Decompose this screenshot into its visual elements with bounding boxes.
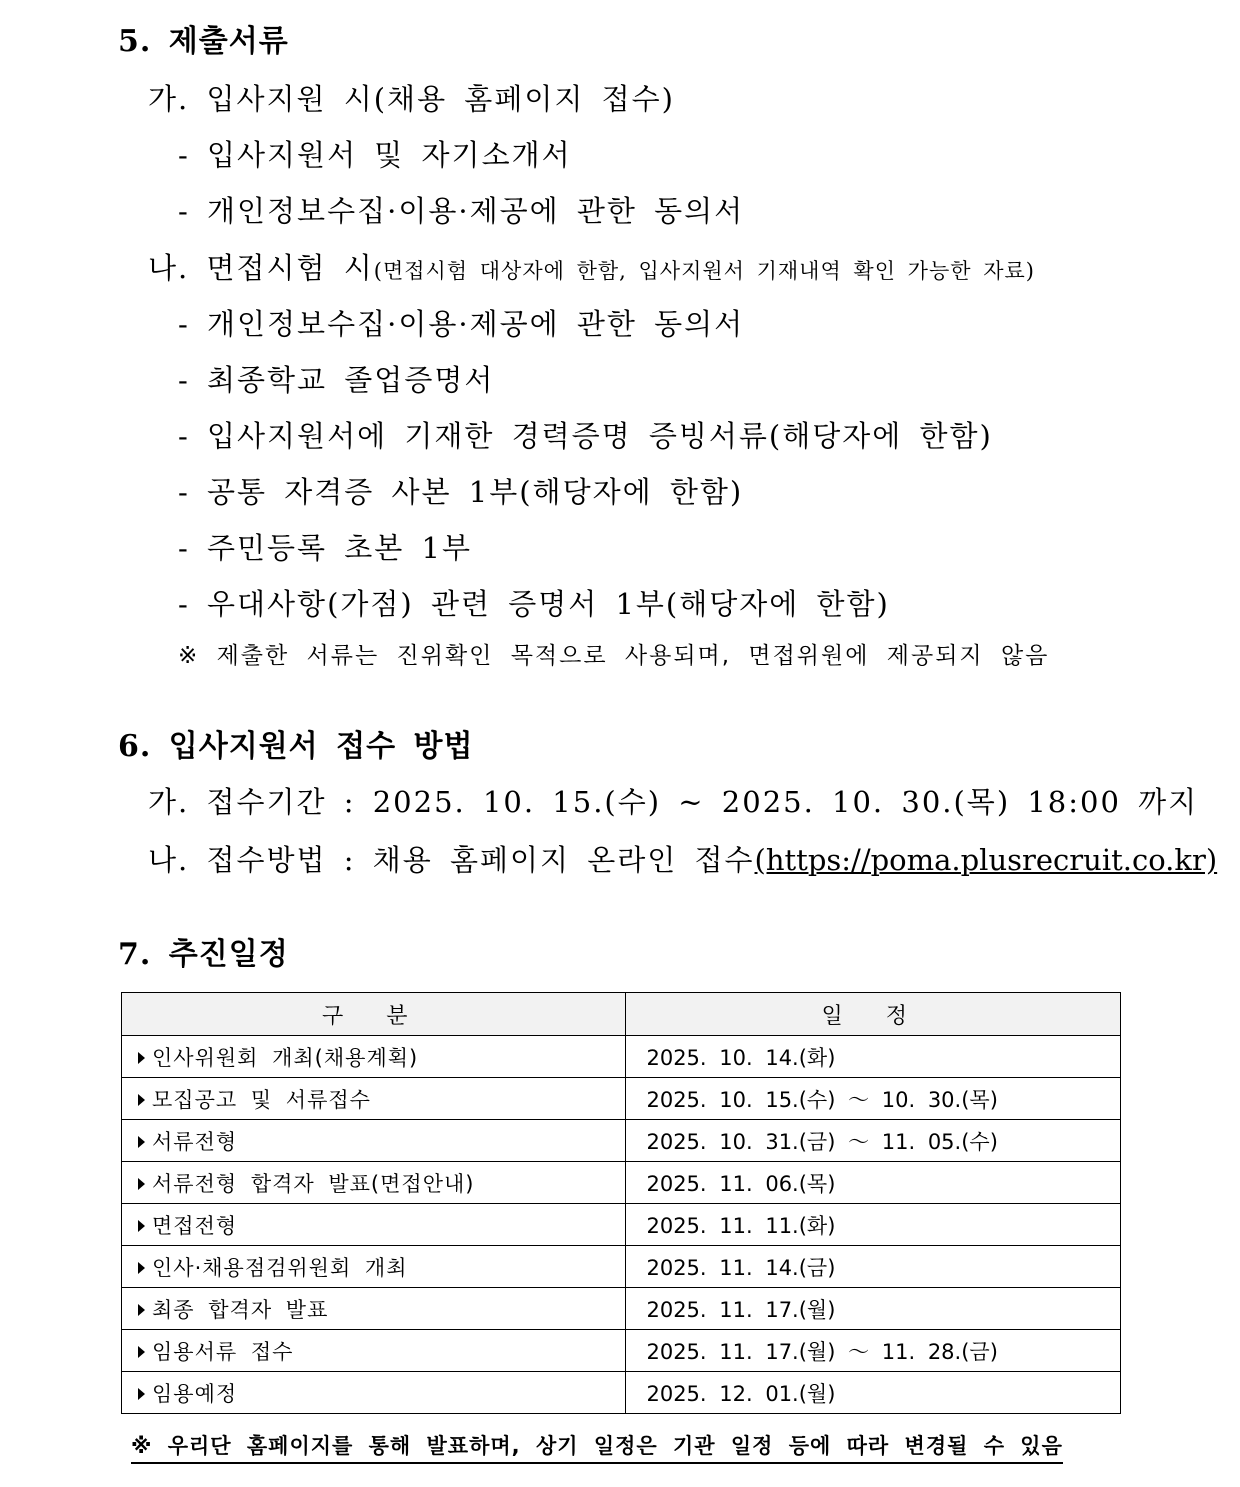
section-6-title: 6. 입사지원서 접수 방법 xyxy=(118,729,474,764)
table-row xyxy=(122,1330,1121,1372)
triangle-bullet-icon xyxy=(138,1220,145,1232)
list-item: - 입사지원서에 기재한 경력증명 증빙서류(해당자에 한함) xyxy=(178,419,993,453)
table-row xyxy=(122,1078,1121,1120)
table-row xyxy=(122,1120,1121,1162)
date-cell: 2025. 11. 11.(화) xyxy=(626,1204,1121,1246)
stage-label: 임용서류 접수 xyxy=(152,1339,294,1364)
schedule-table xyxy=(121,992,1121,1414)
date-cell: 2025. 10. 15.(수) ～ 10. 30.(목) xyxy=(626,1078,1121,1120)
table-row xyxy=(122,1204,1121,1246)
triangle-bullet-icon xyxy=(138,1388,145,1400)
triangle-bullet-icon xyxy=(138,1346,145,1358)
date-cell: 2025. 11. 14.(금) xyxy=(626,1246,1121,1288)
triangle-bullet-icon xyxy=(138,1304,145,1316)
triangle-bullet-icon xyxy=(138,1262,145,1274)
list-item: - 최종학교 졸업증명서 xyxy=(178,363,495,397)
section-5-b-heading xyxy=(148,246,1035,287)
section-5-a-label: 가. 입사지원 시(채용 홈페이지 접수) xyxy=(148,82,675,116)
date-cell: 2025. 12. 01.(월) xyxy=(626,1372,1121,1414)
date-cell: 2025. 11. 17.(월) ～ 11. 28.(금) xyxy=(626,1330,1121,1372)
schedule-footnote: ※ 우리단 홈페이지를 통해 발표하며, 상기 일정은 기관 일정 등에 따라 변경될 수 있음 xyxy=(131,1430,1063,1464)
application-period: 가. 접수기간 : 2025. 10. 15.(수) ~ 2025. 10. 30.(목) 18:00 까지 xyxy=(148,785,1199,819)
stage-label: 면접전형 xyxy=(152,1213,238,1238)
application-method xyxy=(148,838,1217,879)
table-row xyxy=(122,1036,1121,1078)
triangle-bullet-icon xyxy=(138,1178,145,1190)
date-cell: 2025. 11. 06.(목) xyxy=(626,1162,1121,1204)
stage-label: 인사·채용점검위원회 개최 xyxy=(152,1255,408,1280)
triangle-bullet-icon xyxy=(138,1136,145,1148)
date-cell: 2025. 11. 17.(월) xyxy=(626,1288,1121,1330)
date-cell: 2025. 10. 31.(금) ～ 11. 05.(수) xyxy=(626,1120,1121,1162)
header-date: 일 정 xyxy=(626,993,1121,1036)
application-method-text: 나. 접수방법 : 채용 홈페이지 온라인 접수 xyxy=(148,843,755,877)
table-header-row xyxy=(122,993,1121,1036)
list-item: - 개인정보수집·이용·제공에 관한 동의서 xyxy=(178,307,745,341)
table-row xyxy=(122,1162,1121,1204)
stage-label: 최종 합격자 발표 xyxy=(152,1297,329,1322)
section-7-title: 7. 추진일정 xyxy=(118,937,289,972)
header-stage: 구 분 xyxy=(122,993,626,1036)
list-item: - 주민등록 초본 1부 xyxy=(178,531,473,565)
list-item: - 공통 자격증 사본 1부(해당자에 한함) xyxy=(178,475,744,509)
stage-label: 임용예정 xyxy=(152,1381,238,1406)
stage-label: 모집공고 및 서류접수 xyxy=(152,1087,371,1112)
list-item: - 우대사항(가점) 관련 증명서 1부(해당자에 한함) xyxy=(178,587,890,621)
triangle-bullet-icon xyxy=(138,1094,145,1106)
stage-label: 서류전형 합격자 발표(면접안내) xyxy=(152,1171,475,1196)
section-5-note: ※ 제출한 서류는 진위확인 목적으로 사용되며, 면접위원에 제공되지 않음 xyxy=(178,643,1050,669)
stage-label: 인사위원회 개최(채용계획) xyxy=(152,1045,419,1070)
date-cell: 2025. 10. 14.(화) xyxy=(626,1036,1121,1078)
table-row xyxy=(122,1246,1121,1288)
table-row xyxy=(122,1372,1121,1414)
table-row xyxy=(122,1288,1121,1330)
section-5-b-qualifier: (면접시험 대상자에 한함, 입사지원서 기재내역 확인 가능한 자료) xyxy=(373,259,1035,283)
stage-label: 서류전형 xyxy=(152,1129,238,1154)
triangle-bullet-icon xyxy=(138,1052,145,1064)
list-item: - 입사지원서 및 자기소개서 xyxy=(178,138,572,172)
list-item: - 개인정보수집·이용·제공에 관한 동의서 xyxy=(178,194,745,228)
section-5-title: 5. 제출서류 xyxy=(118,24,289,59)
recruit-site-link[interactable]: (https://poma.plusrecruit.co.kr) xyxy=(754,843,1218,877)
section-5-b-label: 나. 면접시험 시 xyxy=(148,251,374,285)
